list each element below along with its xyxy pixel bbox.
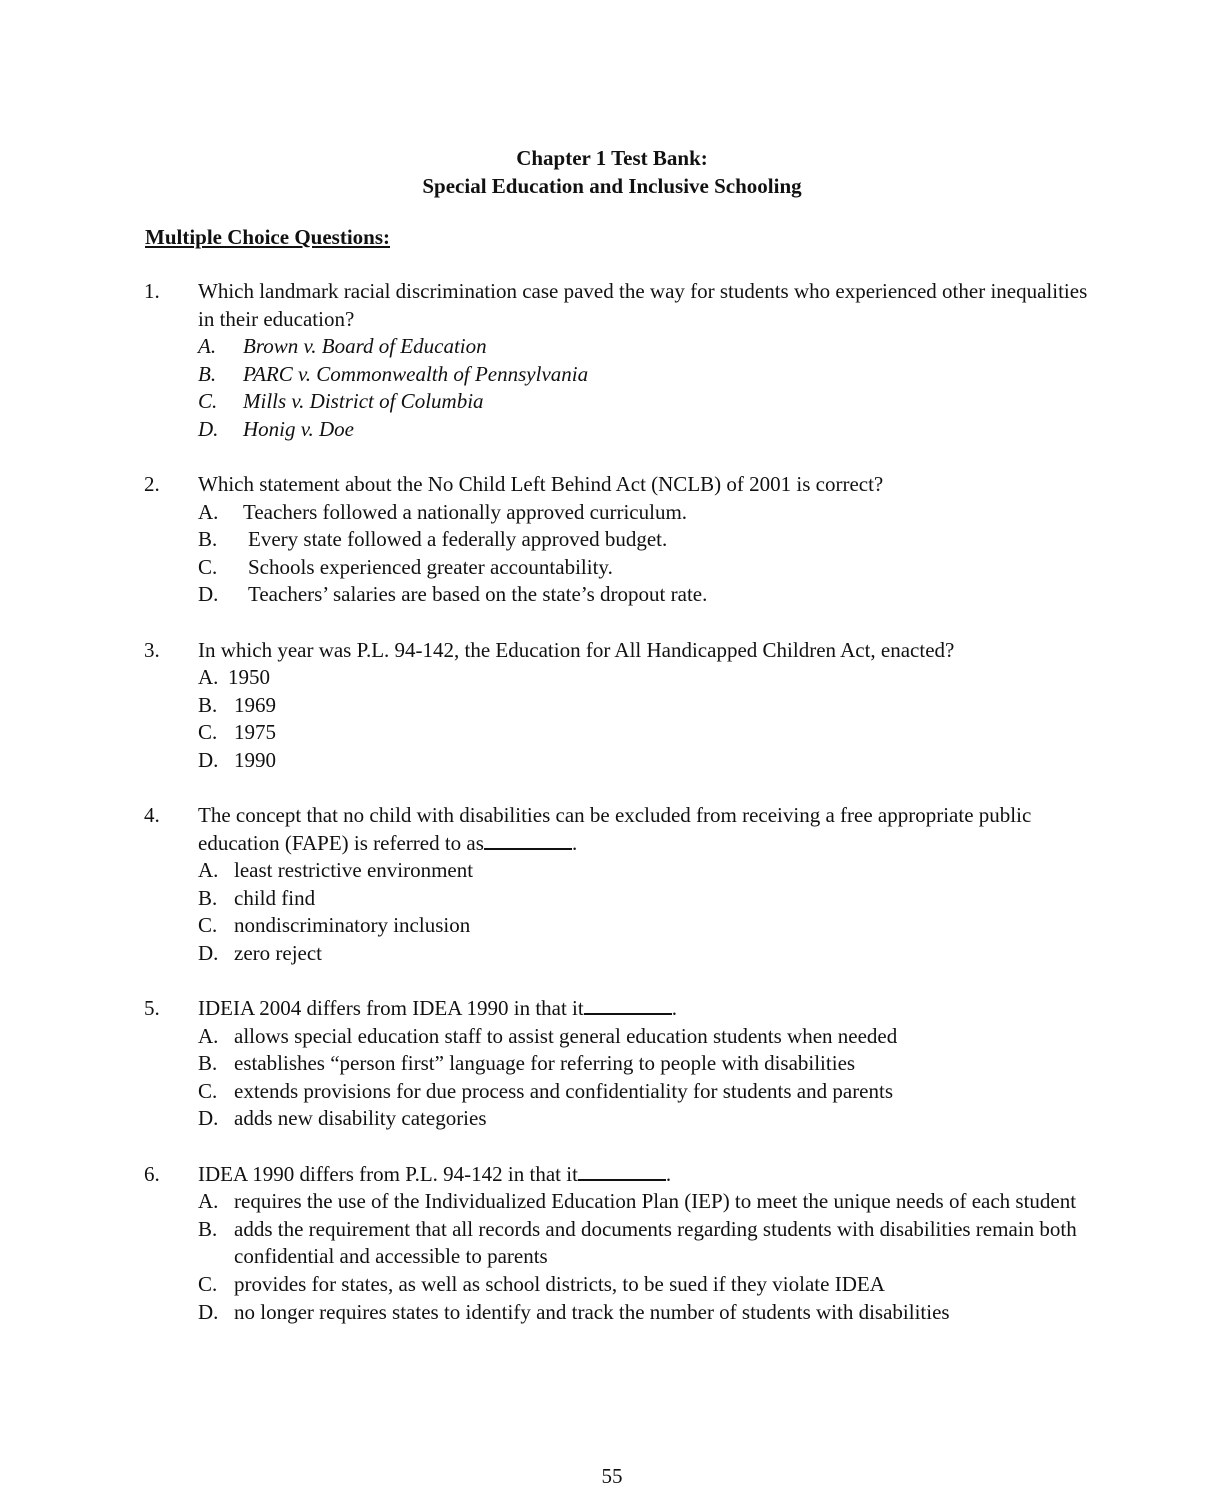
title-line-1: Chapter 1 Test Bank: [516,146,708,170]
option-letter: C. [198,720,218,745]
option-list [0,499,1224,609]
question-text: Which statement about the No Child Left Behind Act (NCLB) of 2001 is correct? [198,472,884,497]
option-list [0,333,1224,443]
option-text: adds new disability categories [234,1106,487,1131]
option-letter: B. [198,1216,218,1241]
option-text: Brown v. Board of Education [243,334,487,359]
option-list [0,1188,1224,1326]
question-text-before-blank: The concept that no child with disabilities can be excluded from receiving a free appropriate public education (FAPE) is referred to as [198,803,1032,855]
question-text-before-blank: IDEIA 2004 differs from IDEA 1990 in that it [198,996,584,1021]
option-text: Schools experienced greater accountability. [248,554,613,579]
option-text: establishes “person first” language for referring to people with disabilities [234,1051,856,1076]
option-list [0,1023,1224,1133]
option-d [198,940,1088,968]
option-letter: B. [198,1051,218,1076]
option-text: no longer requires states to identify and track the number of students with disabilities [234,1299,950,1324]
option-b [198,1216,1088,1271]
question-text-before-blank: IDEA 1990 differs from P.L. 94-142 in that it [198,1161,578,1186]
option-letter: C. [198,554,218,579]
option-text: Teachers’ salaries are based on the state’s dropout rate. [248,582,708,607]
question-1 [0,278,1224,444]
option-c [198,1271,1088,1299]
option-letter: D. [198,940,219,965]
option-a [198,664,1088,692]
question-5 [0,995,1224,1133]
question-2 [0,471,1224,609]
option-text: 1950 [228,665,270,690]
page-number: 55 [601,1464,623,1488]
option-c [198,719,1088,747]
option-letter: C. [198,1078,218,1103]
option-text: zero reject [234,940,323,965]
option-d [198,581,1088,609]
option-text: 1990 [234,747,276,772]
option-a [198,1023,1088,1051]
option-letter: A. [198,858,219,883]
question-number: 2. [144,472,160,497]
question-list [0,278,1224,1354]
option-letter: D. [198,416,219,441]
option-letter: A. [198,1189,219,1214]
option-d [198,747,1088,775]
option-list [0,664,1224,774]
option-b [198,885,1088,913]
option-d [198,1105,1088,1133]
option-letter: D. [198,747,219,772]
option-b [198,1050,1088,1078]
question-number: 4. [144,803,160,827]
title-line-2: Special Education and Inclusive Schooling [422,174,802,198]
option-letter: C. [198,1271,218,1296]
option-text: 1975 [234,720,276,745]
option-letter: A. [198,334,217,359]
option-a [198,857,1088,885]
option-text: provides for states, as well as school districts, to be sued if they violate IDEA [234,1271,885,1296]
option-a [198,499,1088,527]
question-text [198,995,1088,1023]
question-4 [0,802,1224,968]
option-c [198,1078,1088,1106]
option-text: nondiscriminatory inclusion [234,913,471,938]
question-text-after-blank: . [671,996,677,1021]
option-letter: A. [198,499,219,524]
option-b [198,692,1088,720]
option-letter: C. [198,389,218,414]
option-list [0,857,1224,967]
option-text: requires the use of the Individualized Education Plan (IEP) to meet the unique needs of each student [234,1189,1077,1214]
option-d [198,416,1088,444]
question-number: 6. [144,1161,160,1186]
question-text-after-blank: . [571,830,578,855]
option-text: extends provisions for due process and confidentiality for students and parents [234,1078,894,1103]
question-3 [0,637,1224,775]
question-6 [0,1161,1224,1327]
option-b [198,361,1088,389]
option-c [198,912,1088,940]
question-number: 5. [144,996,160,1021]
document-title [0,144,1224,200]
option-text: allows special education staff to assist general education students when needed [234,1023,898,1048]
option-text: adds the requirement that all records and documents regarding students with disabilities remain both confidential and accessible to parents [234,1216,1077,1269]
section-heading: Multiple Choice Questions: [145,225,390,249]
option-a [198,1188,1088,1216]
question-number: 3. [144,637,160,662]
question-text [198,802,1088,857]
option-text: least restrictive environment [234,858,474,883]
question-text [198,1161,1088,1189]
option-letter: B. [198,885,218,910]
question-number: 1. [144,279,160,303]
option-text: Teachers followed a nationally approved curriculum. [243,499,688,524]
option-letter: B. [198,361,217,386]
answer-blank [484,830,572,850]
question-text: In which year was P.L. 94-142, the Education for All Handicapped Children Act, enacted? [198,637,955,662]
option-text: child find [234,885,316,910]
answer-blank [578,1161,666,1181]
option-text: Mills v. District of Columbia [243,389,484,414]
option-letter: D. [198,1299,219,1324]
option-letter: D. [198,582,219,607]
option-letter: C. [198,913,218,938]
option-a [198,333,1088,361]
answer-blank [584,995,672,1015]
question-text: Which landmark racial discrimination case paved the way for students who experienced other inequalities in their education? [198,279,1088,331]
option-c [198,388,1088,416]
option-letter: B. [198,692,218,717]
option-text: Every state followed a federally approved budget. [248,527,668,552]
option-text: Honig v. Doe [243,416,354,441]
option-c [198,554,1088,582]
option-text: PARC v. Commonwealth of Pennsylvania [243,361,589,386]
option-letter: A. [198,1023,219,1048]
option-text: 1969 [234,692,276,717]
option-letter: B. [198,527,218,552]
option-letter: A. [198,665,219,690]
question-text-after-blank: . [665,1161,672,1186]
option-d [198,1299,1088,1327]
option-b [198,526,1088,554]
option-letter: D. [198,1106,219,1131]
